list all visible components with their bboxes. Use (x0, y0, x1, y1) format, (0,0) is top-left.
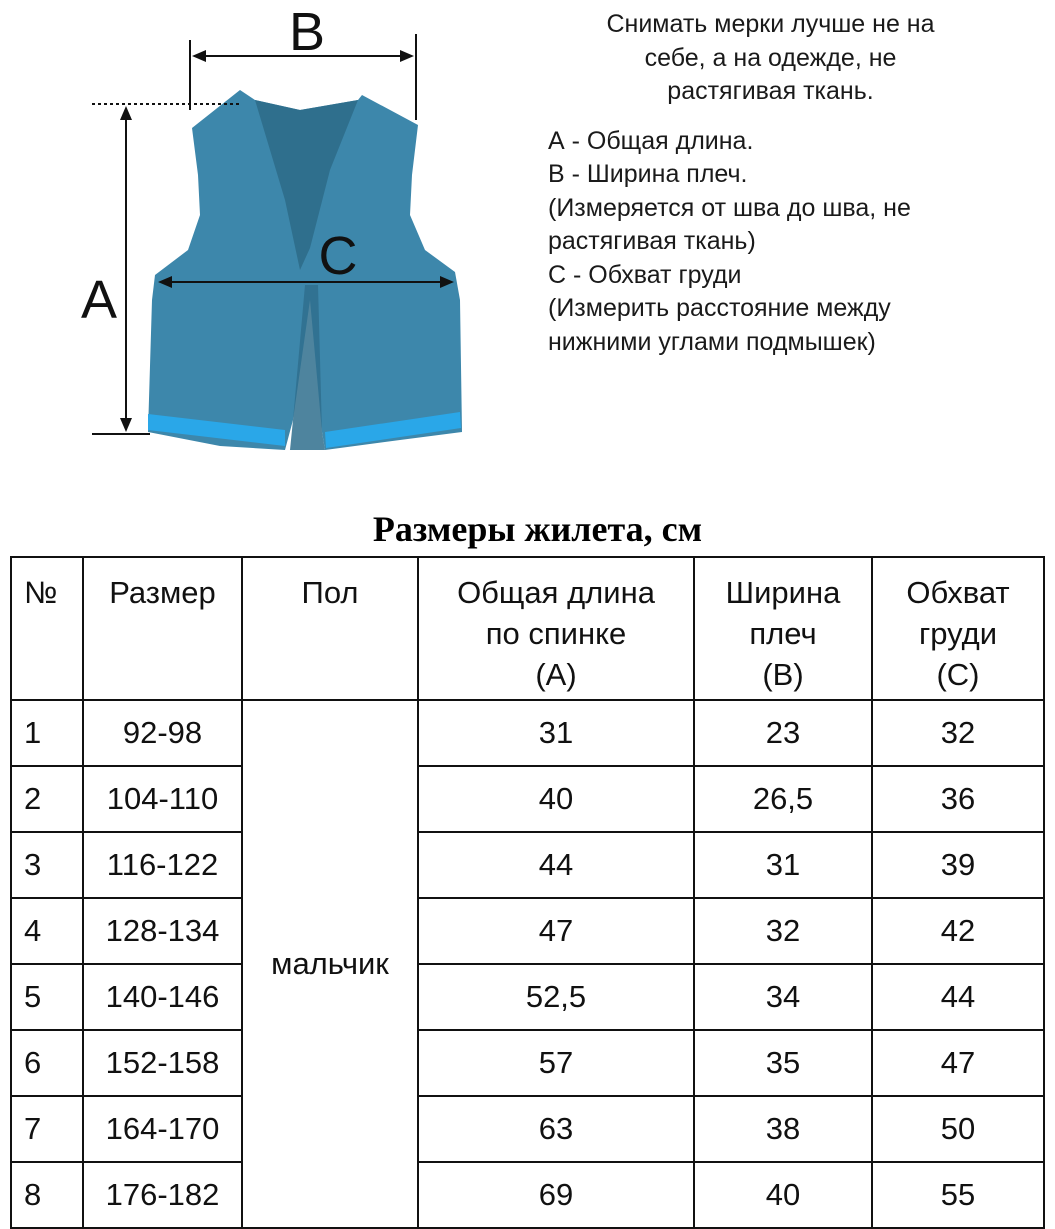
measurement-notes (548, 8, 1028, 359)
table-row (11, 700, 1044, 766)
cell-shoulder: 38 (694, 1096, 872, 1162)
table-row (11, 1030, 1044, 1096)
cell-length: 40 (418, 766, 694, 832)
cell-length: 57 (418, 1030, 694, 1096)
cell-shoulder: 31 (694, 832, 872, 898)
table-row (11, 1162, 1044, 1228)
legend-line: В - Ширина плеч. (548, 160, 748, 188)
cell-size: 176-182 (83, 1162, 242, 1228)
cell-chest: 44 (872, 964, 1044, 1030)
cell-num: 3 (11, 832, 83, 898)
cell-shoulder: 34 (694, 964, 872, 1030)
cell-num: 4 (11, 898, 83, 964)
header-gender: Пол (242, 557, 418, 700)
cell-num: 8 (11, 1162, 83, 1228)
header-length (418, 557, 694, 700)
header-shoulder-line: (В) (762, 657, 804, 692)
cell-size: 116-122 (83, 832, 242, 898)
cell-num: 5 (11, 964, 83, 1030)
header-chest (872, 557, 1044, 700)
measurement-legend (548, 125, 1028, 360)
table-row (11, 766, 1044, 832)
header-length-line: (А) (535, 657, 577, 692)
intro-line: себе, а на одежде, не (644, 43, 897, 72)
intro-line: Снимать мерки лучше не на (606, 10, 935, 38)
dimension-label-b: B (288, 2, 326, 62)
header-num: № (11, 557, 83, 700)
cell-length: 47 (418, 898, 694, 964)
cell-chest: 55 (872, 1162, 1044, 1228)
cell-length: 63 (418, 1096, 694, 1162)
cell-length: 69 (418, 1162, 694, 1228)
header-length-line: по спинке (485, 616, 627, 651)
table-row (11, 832, 1044, 898)
cell-size: 164-170 (83, 1096, 242, 1162)
header-length-line: Общая длина (457, 575, 655, 610)
cell-num: 7 (11, 1096, 83, 1162)
table-row (11, 964, 1044, 1030)
cell-length: 31 (418, 700, 694, 766)
cell-length: 44 (418, 832, 694, 898)
cell-size: 104-110 (83, 766, 242, 832)
cell-shoulder: 32 (694, 898, 872, 964)
cell-chest: 42 (872, 898, 1044, 964)
header-chest-line: Обхват (906, 575, 1010, 610)
cell-shoulder: 23 (694, 700, 872, 766)
cell-size: 128-134 (83, 898, 242, 964)
cell-gender: мальчик (242, 700, 418, 1228)
cell-chest: 32 (872, 700, 1044, 766)
legend-line: (Измерить расстояние между (548, 294, 891, 322)
table-row (11, 1096, 1044, 1162)
cell-size: 152-158 (83, 1030, 242, 1096)
table-row (11, 898, 1044, 964)
header-size: Размер (83, 557, 242, 700)
cell-chest: 50 (872, 1096, 1044, 1162)
cell-chest: 47 (872, 1030, 1044, 1096)
header-shoulder (694, 557, 872, 700)
table-header-row (11, 557, 1044, 700)
intro-line: растягивая ткань. (667, 77, 874, 105)
header-chest-line: (С) (936, 657, 980, 692)
measurement-intro (548, 8, 993, 109)
cell-size: 140-146 (83, 964, 242, 1030)
cell-chest: 39 (872, 832, 1044, 898)
cell-num: 2 (11, 766, 83, 832)
cell-length: 52,5 (418, 964, 694, 1030)
header-shoulder-line: плеч (749, 616, 817, 651)
legend-line: А - Общая длина. (548, 126, 754, 155)
dimension-label-c: C (318, 226, 358, 286)
header-chest-line: груди (918, 616, 998, 651)
cell-num: 1 (11, 700, 83, 766)
cell-shoulder: 40 (694, 1162, 872, 1228)
legend-line: растягивая ткань) (548, 227, 756, 255)
legend-line: нижними углами подмышек) (548, 327, 876, 356)
size-table (10, 556, 1045, 1229)
cell-shoulder: 26,5 (694, 766, 872, 832)
legend-line: (Измеряется от шва до шва, не (548, 193, 911, 222)
table-title: Размеры жилета, см (372, 509, 703, 549)
cell-num: 6 (11, 1030, 83, 1096)
legend-line: С - Обхват груди (548, 260, 742, 289)
cell-chest: 36 (872, 766, 1044, 832)
dimension-label-a: A (80, 270, 118, 330)
cell-size: 92-98 (83, 700, 242, 766)
vest-measurement-diagram (0, 0, 520, 470)
cell-shoulder: 35 (694, 1030, 872, 1096)
header-shoulder-line: Ширина (725, 575, 841, 610)
